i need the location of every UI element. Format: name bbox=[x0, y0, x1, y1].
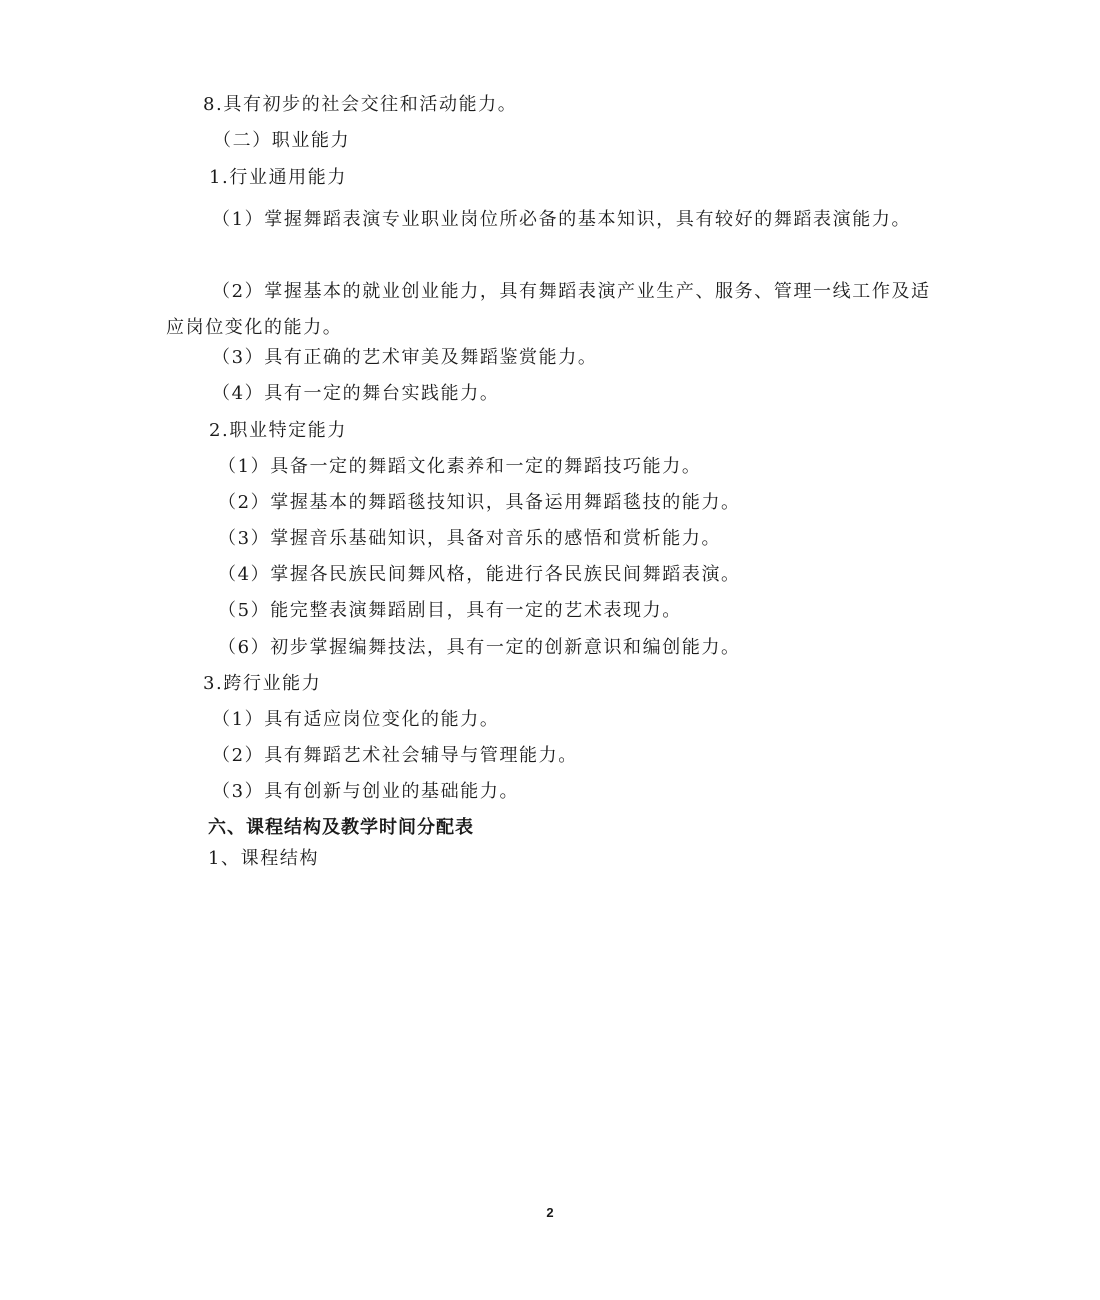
item-heading-cross-industry-ability: 3.跨行业能力 bbox=[203, 673, 322, 694]
text-line: （5）能完整表演舞蹈剧目，具有一定的艺术表现力。 bbox=[218, 600, 682, 621]
item-heading-specific-ability: 2.职业特定能力 bbox=[209, 420, 347, 441]
text-line: （1）具有适应岗位变化的能力。 bbox=[212, 709, 500, 730]
text-line: （3）具有创新与创业的基础能力。 bbox=[212, 781, 520, 802]
subsection-heading-professional-ability: （二）职业能力 bbox=[213, 130, 351, 151]
text-line: （3）掌握音乐基础知识，具备对音乐的感悟和赏析能力。 bbox=[218, 528, 722, 549]
paragraph: （2）掌握基本的就业创业能力，具有舞蹈表演产业生产、服务、管理一线工作及适应岗位变化的能力。 bbox=[166, 281, 931, 338]
text-line: （3）具有正确的艺术审美及舞蹈鉴赏能力。 bbox=[212, 347, 598, 368]
text-line: （1）具备一定的舞蹈文化素养和一定的舞蹈技巧能力。 bbox=[218, 456, 702, 477]
item-heading-general-ability: 1.行业通用能力 bbox=[209, 167, 347, 188]
subheading-course-structure: 1、课程结构 bbox=[208, 848, 320, 869]
paragraph: （1）掌握舞蹈表演专业职业岗位所必备的基本知识，具有较好的舞蹈表演能力。 bbox=[212, 209, 912, 230]
text-line: （2）具有舞蹈艺术社会辅导与管理能力。 bbox=[212, 745, 578, 766]
text-line: （4）具有一定的舞台实践能力。 bbox=[212, 383, 500, 404]
text-line: （2）掌握基本的舞蹈毯技知识，具备运用舞蹈毯技的能力。 bbox=[218, 492, 741, 513]
text-line: 8.具有初步的社会交往和活动能力。 bbox=[203, 94, 518, 115]
section-heading: 六、课程结构及教学时间分配表 bbox=[208, 817, 474, 838]
page-number: 2 bbox=[546, 1205, 554, 1220]
text-line: （4）掌握各民族民间舞风格，能进行各民族民间舞蹈表演。 bbox=[218, 564, 741, 585]
text-line: （6）初步掌握编舞技法，具有一定的创新意识和编创能力。 bbox=[218, 637, 741, 658]
